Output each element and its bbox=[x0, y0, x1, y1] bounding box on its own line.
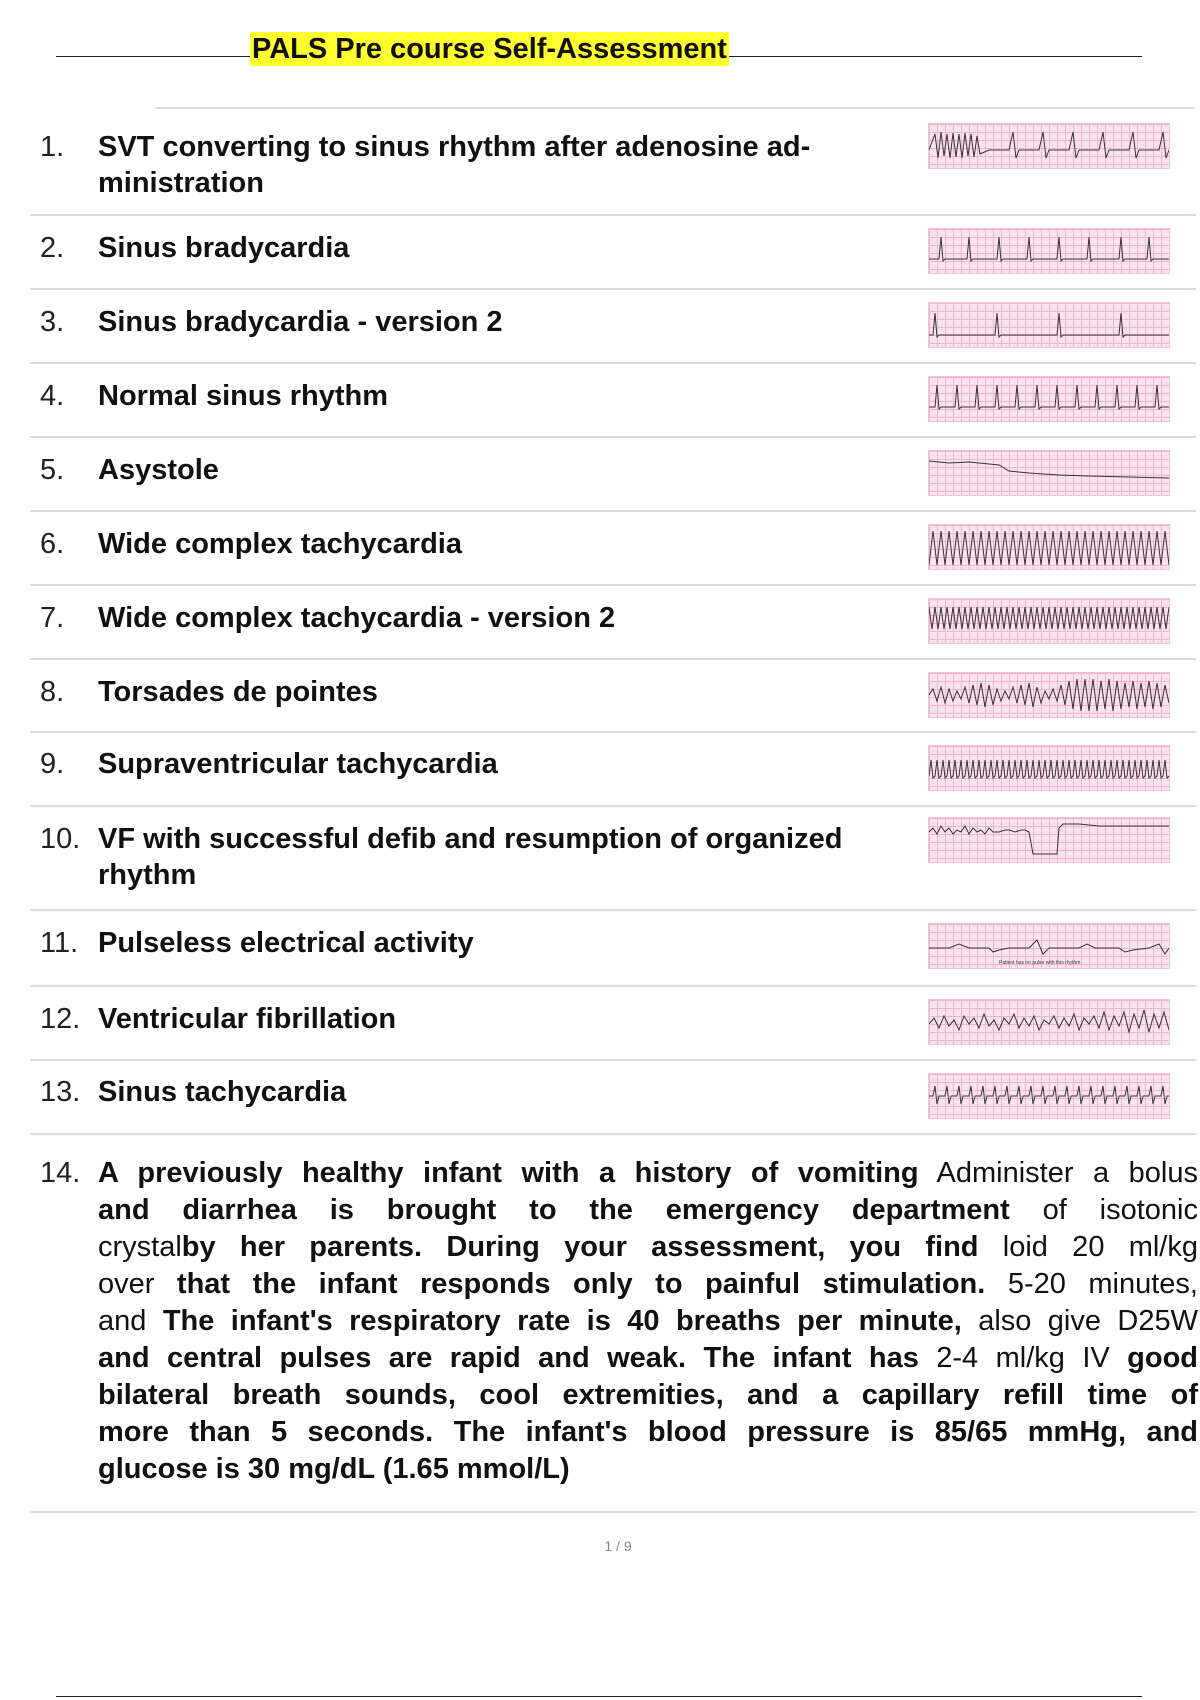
item-number: 8. bbox=[40, 676, 65, 708]
question-line bbox=[98, 1377, 1198, 1414]
list-item bbox=[30, 586, 1196, 660]
list-item bbox=[30, 911, 1196, 987]
item-label-line: SVT converting to sinus rhythm after adenosine ad- bbox=[98, 131, 811, 163]
question-segment: by her parents. During your assessment, you find bbox=[181, 1231, 979, 1263]
page-indicator: 1 / 9 bbox=[604, 1538, 632, 1554]
question-segment: more than 5 seconds. The infant's blood pressure is 85/65 mmHg, and bbox=[98, 1416, 1198, 1448]
question-segment: 5-20 minutes, bbox=[985, 1268, 1198, 1300]
item-number: 14. bbox=[40, 1157, 81, 1189]
rhythm-list bbox=[30, 109, 1199, 1513]
item-label: Torsades de pointes bbox=[98, 676, 378, 708]
list-item bbox=[30, 807, 1196, 911]
question-segment: also give D25W bbox=[961, 1305, 1198, 1337]
ecg-vfib-icon bbox=[928, 999, 1170, 1045]
list-item bbox=[30, 1061, 1196, 1135]
question-text bbox=[98, 1155, 1198, 1488]
item-label: Sinus tachycardia bbox=[98, 1076, 347, 1108]
question-line bbox=[98, 1340, 1198, 1377]
question-segment: A previously healthy infant with a history of vomiting bbox=[98, 1157, 919, 1189]
question-line bbox=[98, 1229, 1198, 1266]
list-item bbox=[30, 109, 1196, 216]
list-item bbox=[30, 733, 1196, 807]
question-segment: loid 20 ml/kg bbox=[978, 1231, 1198, 1263]
item-label: Wide complex tachycardia - version 2 bbox=[98, 602, 616, 634]
ecg-asystole-icon bbox=[928, 450, 1170, 496]
ecg-note: Patient has no pulse with this rhythm bbox=[999, 960, 1081, 966]
item-number: 13. bbox=[40, 1076, 81, 1108]
item-label-line: rhythm bbox=[98, 859, 197, 891]
item-label-line: VF with successful defib and resumption of organized bbox=[98, 823, 843, 855]
item-number: 2. bbox=[40, 232, 65, 264]
title-area bbox=[56, 28, 1142, 70]
question-line bbox=[98, 1414, 1198, 1451]
item-number: 4. bbox=[40, 380, 65, 412]
item-label: Wide complex tachycardia bbox=[98, 528, 462, 560]
ecg-sinus-bradycardia-icon bbox=[928, 228, 1170, 274]
footer-rule bbox=[56, 1696, 1142, 1697]
list-item bbox=[30, 987, 1196, 1061]
question-segment: and diarrhea is brought to the emergency department bbox=[98, 1194, 1010, 1226]
page-title: PALS Pre course Self-Assessment bbox=[252, 33, 727, 65]
question-segment: of isotonic bbox=[1009, 1194, 1198, 1226]
item-label: Pulseless electrical activity bbox=[98, 927, 474, 959]
list-item bbox=[30, 290, 1196, 364]
question-segment: and bbox=[98, 1305, 163, 1337]
item-number: 6. bbox=[40, 528, 65, 560]
item-number: 9. bbox=[40, 748, 65, 780]
question-line bbox=[98, 1192, 1198, 1229]
question-segment: over bbox=[98, 1268, 177, 1300]
list-item bbox=[30, 1135, 1199, 1513]
question-segment: crystal bbox=[98, 1231, 182, 1263]
question-line bbox=[98, 1303, 1198, 1340]
question-segment: Administer a bolus bbox=[918, 1157, 1198, 1189]
ecg-torsades-icon bbox=[928, 672, 1170, 718]
item-number: 12. bbox=[40, 1003, 81, 1035]
ecg-pea-icon bbox=[928, 923, 1170, 969]
list-item bbox=[30, 216, 1196, 290]
item-label bbox=[98, 821, 958, 893]
list-item bbox=[30, 512, 1196, 586]
list-item bbox=[30, 660, 1196, 733]
question-line bbox=[98, 1451, 1198, 1488]
item-label: Normal sinus rhythm bbox=[98, 380, 389, 412]
list-item bbox=[30, 364, 1196, 438]
ecg-sinus-bradycardia-2-icon bbox=[928, 302, 1170, 348]
item-label: Ventricular fibrillation bbox=[98, 1003, 397, 1035]
ecg-svt-icon bbox=[928, 745, 1170, 791]
item-number: 7. bbox=[40, 602, 65, 634]
list-item bbox=[30, 438, 1196, 512]
question-segment: glucose is 30 mg/dL (1.65 mmol/L) bbox=[98, 1453, 570, 1485]
item-label: Supraventricular tachycardia bbox=[98, 748, 498, 780]
ecg-normal-sinus-icon bbox=[928, 376, 1170, 422]
question-line bbox=[98, 1155, 1198, 1192]
question-segment: The infant's respiratory rate is 40 breaths per minute, bbox=[162, 1305, 962, 1337]
item-label: Sinus bradycardia - version 2 bbox=[98, 306, 503, 338]
item-label: Sinus bradycardia bbox=[98, 232, 350, 264]
ecg-svt-to-sinus-icon bbox=[928, 123, 1170, 169]
ecg-sinus-tachycardia-icon bbox=[928, 1073, 1170, 1119]
question-segment: 2-4 ml/kg IV bbox=[918, 1342, 1128, 1374]
item-number: 3. bbox=[40, 306, 65, 338]
ecg-wide-complex-icon bbox=[928, 524, 1170, 570]
item-number: 1. bbox=[40, 131, 65, 163]
question-segment: good bbox=[1127, 1342, 1199, 1374]
question-line bbox=[98, 1266, 1198, 1303]
ecg-wide-complex-2-icon bbox=[928, 598, 1170, 644]
item-number: 10. bbox=[40, 823, 81, 855]
item-number: 5. bbox=[40, 454, 65, 486]
question-segment: and central pulses are rapid and weak. The infant has bbox=[98, 1342, 919, 1374]
question-segment: that the infant responds only to painful stimulation. bbox=[176, 1268, 986, 1300]
item-label-line: ministration bbox=[98, 167, 264, 199]
item-label: Asystole bbox=[98, 454, 219, 486]
question-segment: bilateral breath sounds, cool extremities, and a capillary refill time of bbox=[98, 1379, 1198, 1411]
item-number: 11. bbox=[40, 927, 79, 959]
item-label bbox=[98, 129, 958, 201]
ecg-vf-defib-icon bbox=[928, 817, 1170, 863]
